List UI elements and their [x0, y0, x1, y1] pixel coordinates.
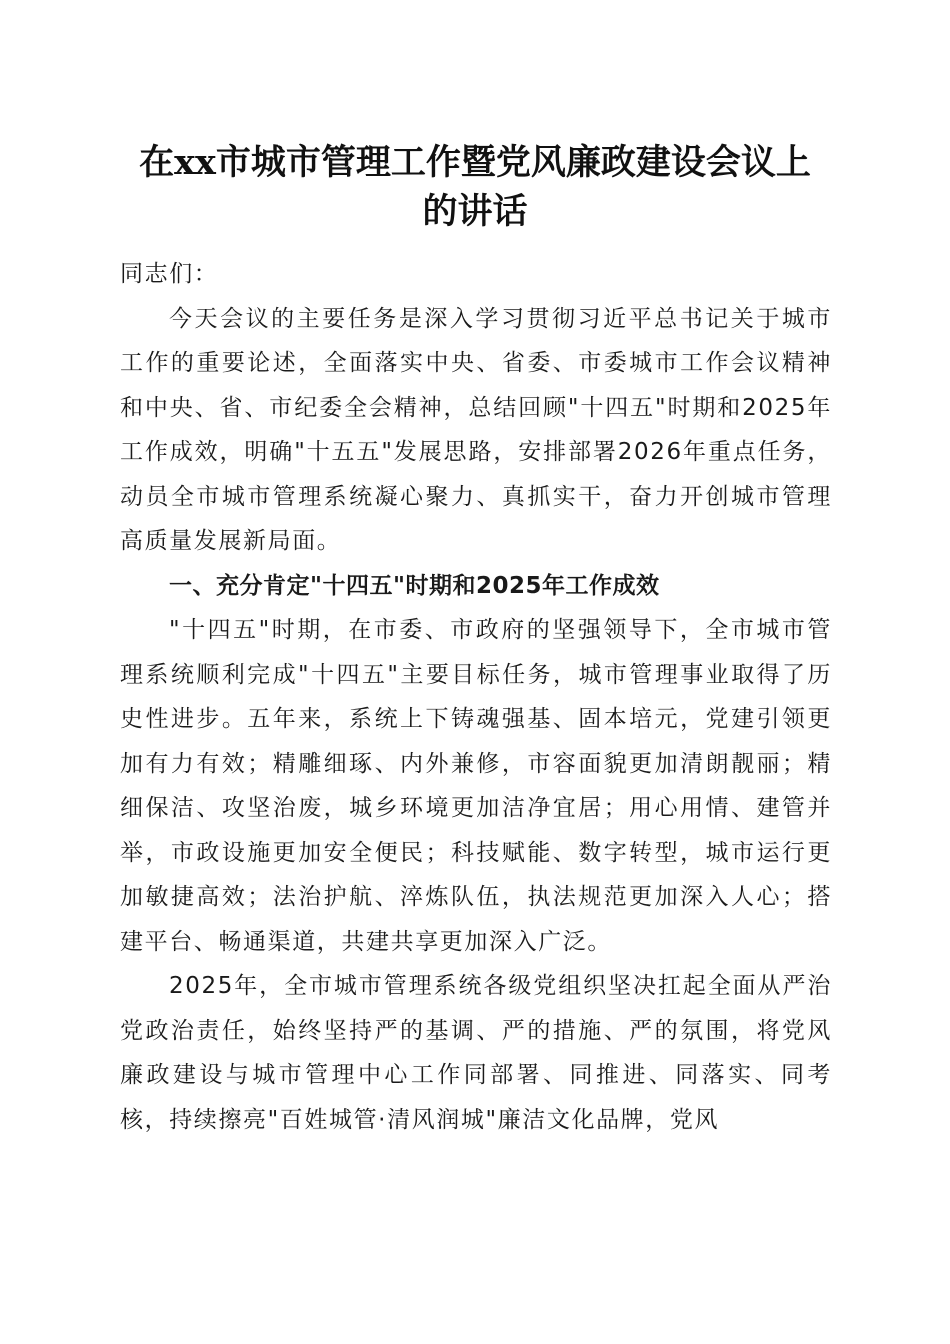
- title-line-2: 的讲话: [422, 191, 528, 232]
- salutation: 同志们：: [120, 261, 219, 287]
- section-1-paragraph: 2025年，全市城市管理系统各级党组织坚决扛起全面从严治党政治责任，始终坚持严的基调、严的措施、严的氛围，将党风廉政建设与城市管理中心工作同部署、同推进、同落实、同考核，持续擦亮"百姓城管·清风润城"廉洁文化品牌，党风: [120, 973, 832, 1133]
- title-line-1: 在xx市城市管理工作暨党风廉政建设会议上: [139, 142, 811, 183]
- document-title: [110, 138, 840, 236]
- section-heading-1: 一、充分肯定"十四五"时期和2025年工作成效: [169, 572, 660, 599]
- intro-paragraph: 今天会议的主要任务是深入学习贯彻习近平总书记关于城市工作的重要论述，全面落实中央、省委、市委城市工作会议精神和中央、省、市纪委全会精神，总结回顾"十四五"时期和2025年工作成效，明确"十五五"发展思路，安排部署2026年重点任务，动员全市城市管理系统凝心聚力、真抓实干，奋力开创城市管理高质量发展新局面。: [120, 305, 832, 554]
- section-1-paragraph: "十四五"时期，在市委、市政府的坚强领导下，全市城市管理系统顺利完成"十四五"主要目标任务，城市管理事业取得了历史性进步。五年来，系统上下铸魂强基、固本培元，党建引领更加有力有效；精雕细琢、内外兼修，市容面貌更加清朗靓丽；精细保洁、攻坚治废，城乡环境更加洁净宜居；用心用情、建管并举，市政设施更加安全便民；科技赋能、数字转型，城市运行更加敏捷高效；法治护航、淬炼队伍，执法规范更加深入人心；搭建平台、畅通渠道，共建共享更加深入广泛。: [120, 617, 832, 955]
- document-body: [120, 252, 832, 1142]
